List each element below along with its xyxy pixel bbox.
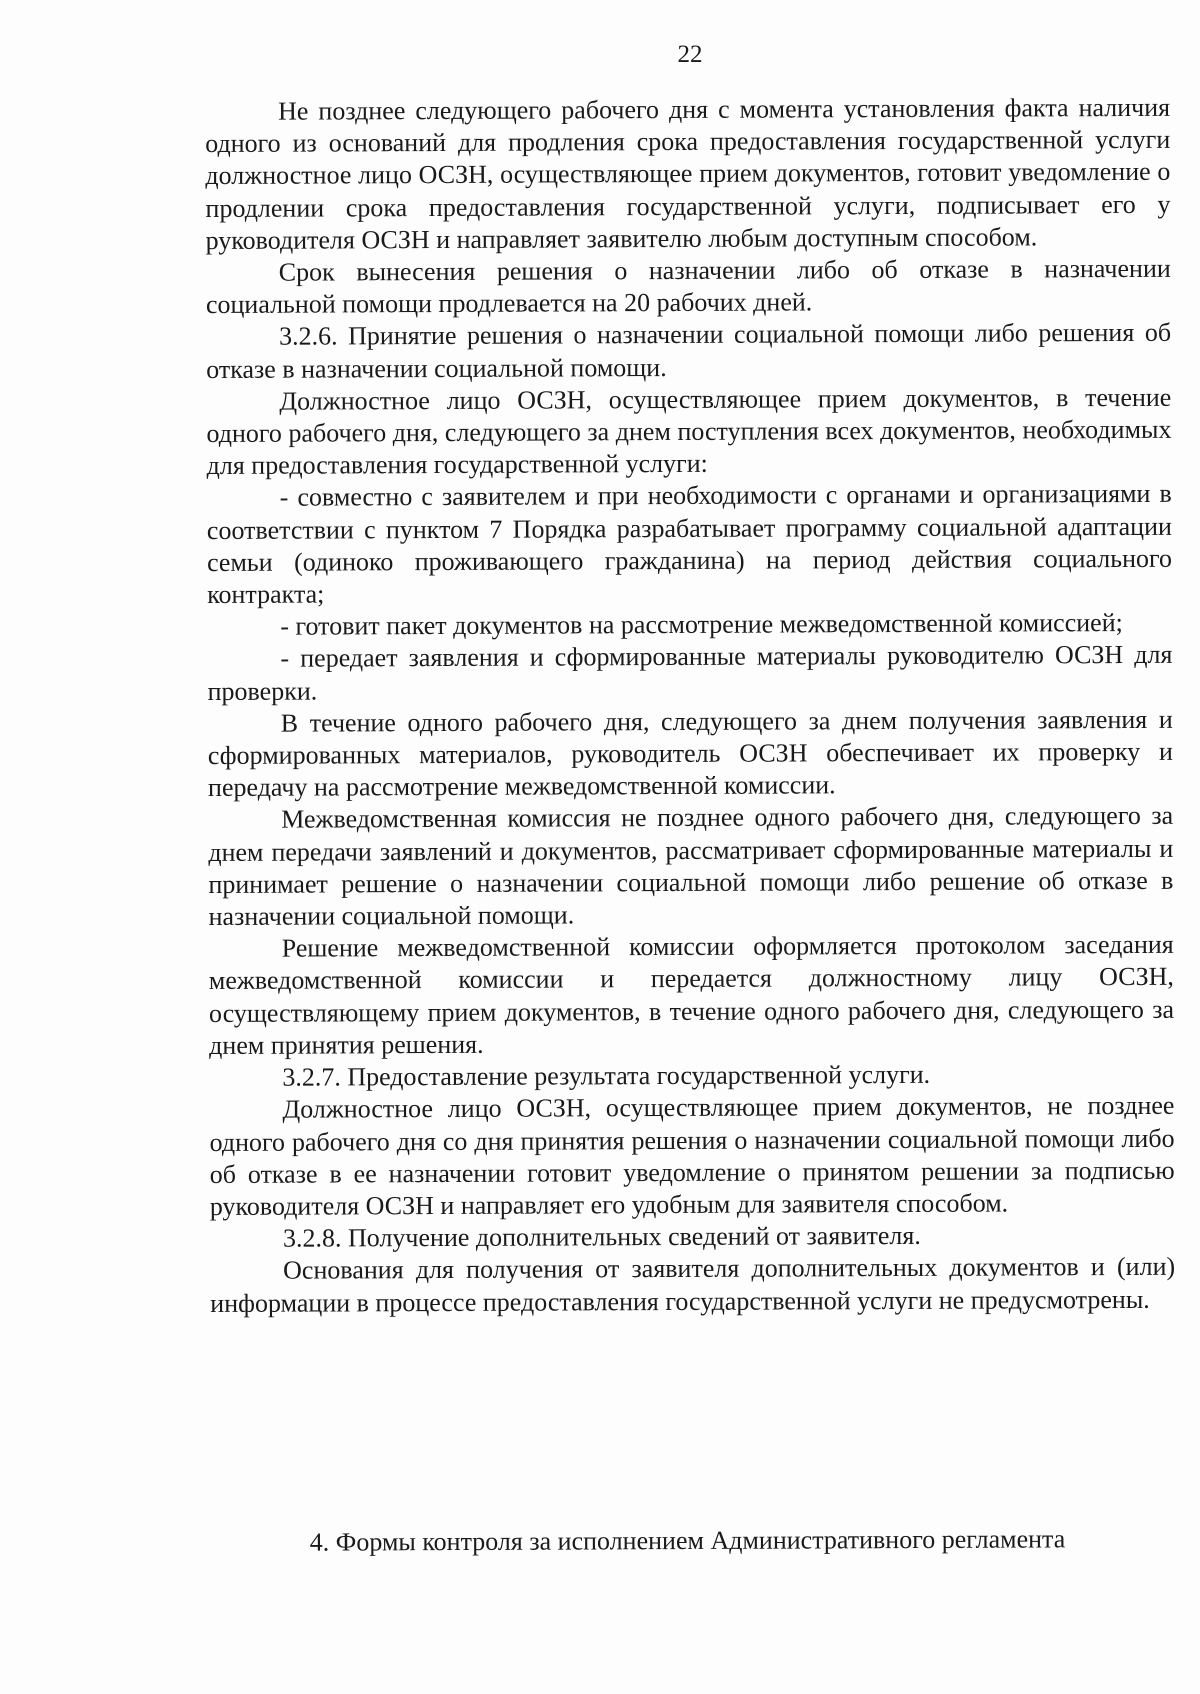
- page-number: 22: [677, 41, 703, 68]
- subsection-heading-3-2-7: 3.2.7. Предоставление результата государственной услуги.: [282, 1059, 931, 1092]
- list-item: - передает заявления и сформированные материалы руководителю ОСЗН для проверки.: [207, 640, 1173, 706]
- paragraph: Срок вынесения решения о назначении либо об отказе в назначении социальной помощи продлевается на 20 рабочих дней.: [205, 253, 1171, 320]
- subsection-heading-3-2-8: 3.2.8. Получение дополнительных сведений от заявителя.: [282, 1220, 921, 1253]
- section-title: 4. Формы контроля за исполнением Административного регламента: [309, 1524, 1066, 1557]
- document-body: [205, 92, 1175, 1320]
- paragraph: Решение межведомственной комиссии оформляется протоколом заседания межведомственной комиссии и передается должностному лицу ОСЗН, осуществляющему прием документов, в течение одного рабочего дня, следующего за днем принятия решения.: [208, 930, 1175, 1060]
- paragraph: Не позднее следующего рабочего дня с момента установления факта наличия одного из оснований для продления срока предоставления государственной услуги должностное лицо ОСЗН, осуществляющее прием документов, готовит уведомление о продлении срока предоставления государственной услуги, подписывает его у руководителя ОСЗН и направляет заявителю любым доступным способом.: [205, 92, 1171, 255]
- paragraph: Должностное лицо ОСЗН, осуществляющее прием документов, не позднее одного рабочего дня со дня принятия решения о назначении социальной помощи либо об отказе в ее назначении готовит уведомление о принятом решении за подписью руководителя ОСЗН и направляет его удобным для заявителя способом.: [209, 1091, 1175, 1221]
- subsection-heading-3-2-6: 3.2.6. Принятие решения о назначении социальной помощи либо решения об отказе в назначении социальной помощи.: [206, 318, 1172, 384]
- list-item: - совместно с заявителем и при необходимости с органами и организациями в соответствии с пунктом 7 Порядка разрабатывает программу социальной адаптации семьи (одиноко проживающего гражданина) на период действия социального контракта;: [206, 479, 1173, 610]
- paragraph: Межведомственная комиссия не позднее одного рабочего дня, следующего за днем передачи заявлений и документов, рассматривает сформированные материалы и принимает решение о назначении социальной помощи либо решение об отказе в назначении социальной помощи.: [208, 801, 1174, 932]
- paragraph: В течение одного рабочего дня, следующего за днем получения заявления и сформированных материалов, руководитель ОСЗН обеспечивает их проверку и передачу на рассмотрение межведомственной комиссии.: [207, 704, 1173, 803]
- paragraph: Должностное лицо ОСЗН, осуществляющее прием документов, в течение одного рабочего дня, следующего за днем поступления всех документов, необходимых для предоставления государственной услуги:: [206, 382, 1172, 481]
- paragraph: Основания для получения от заявителя дополнительных документов и (или) информации в процессе предоставления государственной услуги не предусмотрены.: [210, 1252, 1176, 1318]
- list-item: - готовит пакет документов на рассмотрение межведомственной комиссией;: [280, 608, 1123, 641]
